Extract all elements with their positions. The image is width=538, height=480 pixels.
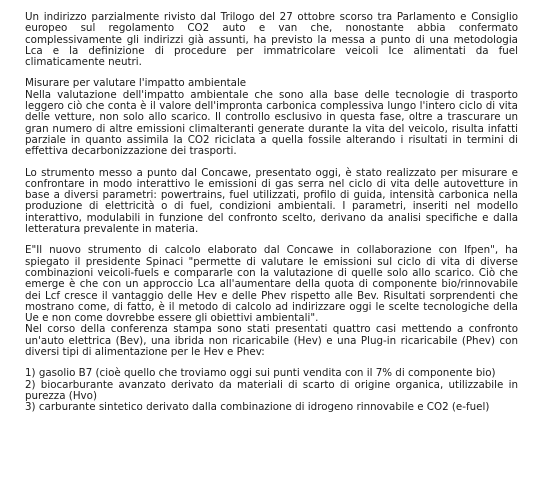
intro-paragraph: Un indirizzo parzialmente rivisto dal Trilogo del 27 ottobre scorso tra Parlamento e Consiglio europeo sul regolamento CO2 auto e van che, nonostante abbia confermato complessivamente gli indirizzi già assunti, ha previsto la messa a punto di una metodologia Lca e la definizione di procedure per immatricolare veicoli Ice alimentati da fuel climaticamente neutri. xyxy=(25,11,518,69)
concawe-tool-paragraph: Lo strumento messo a punto dal Concawe, presentato oggi, è stato realizzato per misurare e confrontare in modo interattivo le emissioni di gas serra nel ciclo di vita delle autovetture in base a diversi parametri: powertrains, fuel utilizzati, profilo di guida, intensità carbonica nella produzione di elettricità o di fuel, condizioni ambientali. I parametri, inseriti nel modello interattivo, modulabili in funzione del confronto scelto, derivano da analisi specifiche e dalla letteratura prevalente in materia. xyxy=(25,166,518,236)
list-item: 1) gasolio B7 (cioè quello che troviamo oggi sui punti vendita con il 7% di componente bio) xyxy=(25,367,496,380)
section-heading: Misurare per valutare l'impatto ambientale xyxy=(25,77,247,90)
press-conference-paragraph: Nel corso della conferenza stampa sono stati presentati quattro casi mettendo a confronto un'auto elettrica (Bev), una ibrida non ricaricabile (Hev) e una Plug-in ricaricabile (Phev) con diversi tipi di alimentazione per le Hev e Phev: xyxy=(25,323,518,359)
list-item: 2) biocarburante avanzato derivato da materiali di scarto di origine organica, utilizzabile in purezza (Hvo) xyxy=(25,378,518,402)
lifecycle-paragraph: Nella valutazione dell'impatto ambientale che sono alla base delle tecnologie di trasporto leggero ciò che conta è il valore dell'impronta carbonica complessiva lungo l'intero ciclo di vita delle vetture, non solo allo scarico. Il controllo esclusivo in questa fase, oltre a trascurare un gran numero di altre emissioni climalteranti generate durante la vita del veicolo, risulta infatti parziale in quanto assimila la CO2 riciclata a quella fossile alterando i risultati in termini di effettiva decarbonizzazione dei trasporti. xyxy=(25,88,518,158)
list-item: 3) carburante sintetico derivato dalla combinazione di idrogeno rinnovabile e CO2 (e-fuel) xyxy=(25,401,490,414)
fuel-list xyxy=(25,368,518,413)
article-body xyxy=(25,12,518,414)
spinaci-quote-paragraph: E"Il nuovo strumento di calcolo elaborato dal Concawe in collaborazione con Ifpen", ha spiegato il presidente Spinaci "permette di valutare le emissioni sul ciclo di vita di diverse combinazioni veicoli-fuels e compararle con la valutazione di quelle solo allo scarico. Ciò che emerge è che con un approccio Lca all'aumentare della quota di componente bio/rinnovabile dei Lcf cresce il vantaggio delle Hev e delle Phev rispetto alle Bev. Risultati sorprendenti che mostrano come, di fatto, è il metodo di calcolo ad indirizzare oggi le scelte tecnologiche della Ue e non come dovrebbe essere gli obiettivi ambientali". xyxy=(25,244,518,325)
